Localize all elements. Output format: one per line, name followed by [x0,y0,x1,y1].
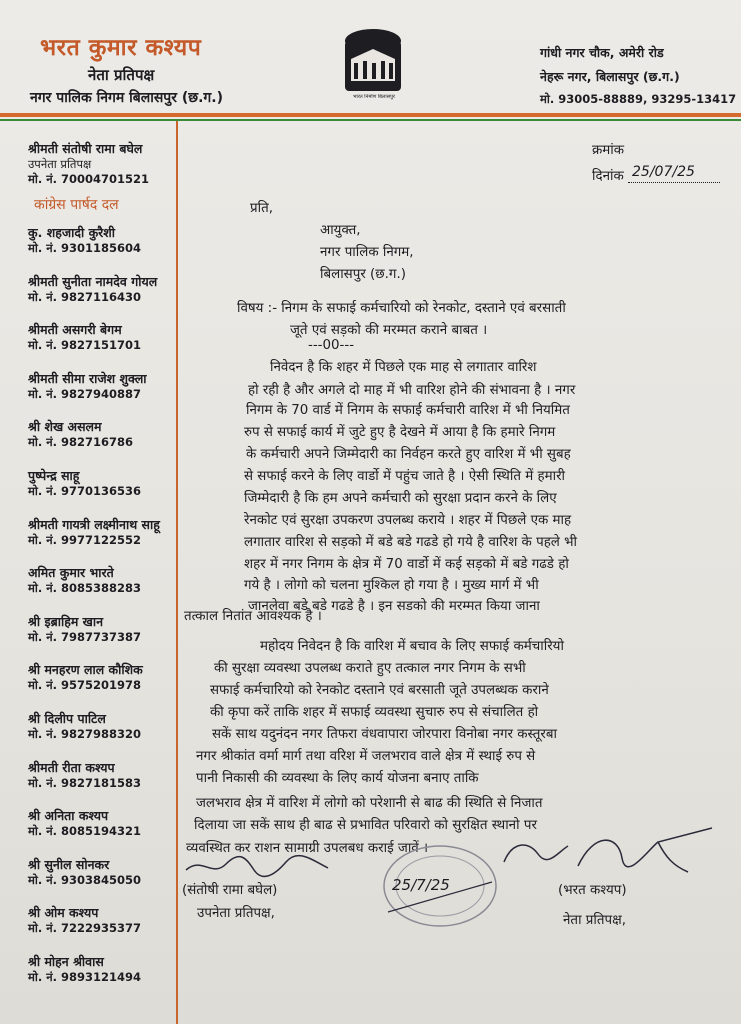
member-mobile: मो. नं. 7222935377 [28,921,141,936]
left-handwritten-signature [182,852,332,882]
date-label: दिनांक [592,169,624,184]
member-name: अमित कुमार भारते [28,565,114,581]
member-mobile: मो. नं. 9827151701 [28,338,141,353]
sidebar-divider [176,121,178,1024]
body-line: निवेदन है कि शहर में पिछले एक माह से लगातार वारिश [270,360,537,375]
member-name: श्री सुनील सोनकर [28,856,110,872]
to-label: प्रति, [250,201,273,216]
member-entry [28,418,176,467]
member-entry [28,904,176,953]
member-entry [28,759,176,808]
member-mobile: मो. नं. 9303845050 [28,872,141,887]
left-signatory-title: उपनेता प्रतिपक्ष, [197,906,275,921]
member-name: श्रीमती गायत्री लक्ष्मीनाथ साहू [28,516,160,532]
body-line: के कर्मचारी अपने जिम्मेदारी का निर्वहन करते हुए वारिश में भी सुबह [246,447,571,462]
body-line: से सफाई करने के लिए वार्डो में पहुंच जाते है । ऐसी स्थिति में हमारी [244,469,566,484]
sidebar-member-list [28,140,176,1002]
member-mobile: मो. नं. 7987737387 [28,629,141,644]
body-line: जलभराव क्षेत्र में वारिश में लोगो को परेशानी से बाढ की स्थिति से निजात [196,796,543,811]
member-name: श्री दिलीप पाटिल [28,710,106,726]
member-entry [28,856,176,905]
member-name: श्री ओम कश्यप [28,905,99,921]
party-heading: कांग्रेस पार्षद दल [34,197,119,213]
address-line-2: नेहरू नगर, बिलासपुर (छ.ग.) [540,69,680,84]
member-entries [28,224,176,1002]
member-mobile: मो. नं. 9893121494 [28,969,141,984]
body-line: जिम्मेदारी है कि हम अपने कर्मचारी को सुरक्षा प्रदान करने के लिए [244,491,557,506]
member-entry [28,564,176,613]
top-member-title: उपनेता प्रतिपक्ष [28,157,92,171]
body-line: रुप से सफाई कार्य में जुटे हुए है देखने में आया है कि हमारे निगम [244,425,556,440]
letterhead-name: भरत कुमार कश्यप [40,35,202,61]
member-mobile: मो. नं. 9827116430 [28,289,141,304]
body-line: व्यवस्थित कर राशन सामाग्री उपलबध कराई जावें । [186,841,429,856]
member-mobile: मो. नं. 9770136536 [28,483,141,498]
body-line: शहर में नगर निगम के क्षेत्र में 70 वार्डो में कई सड़को में बडे गढडे हो [244,557,569,572]
member-mobile: मो. नं. 8085388283 [28,581,141,596]
header-rule-orange [0,113,741,117]
reference-label: क्रमांक [592,143,625,158]
phone-numbers: मो. 93005-88889, 93295-13417 [540,92,737,106]
member-entry [28,224,176,273]
body-line: महोदय निवेदन है कि वारिश में बचाव के लिए सफाई कर्मचारियो [260,639,564,654]
member-mobile: मो. नं. 9977122552 [28,532,141,547]
member-mobile: मो. नं. 9575201978 [28,678,141,693]
body-line: हो रही है और अगले दो माह में भी वारिश होने की संभावना है । नगर [248,383,576,398]
member-mobile: मो. नं. 9827181583 [28,775,141,790]
member-name: श्री इब्राहिम खान [28,613,104,629]
body-line: की कृपा करें ताकि शहर में सफाई व्यवस्था सुचारु रुप से संचालित हो [210,705,539,720]
member-name: श्री मोहन श्रीवास [28,953,104,969]
member-name: श्री अनिता कश्यप [28,808,109,824]
body-line: निगम के 70 वार्ड में निगम के सफाई कर्मचारी वारिश में भी नियमित [246,403,570,418]
letterhead-role: नेता प्रतिपक्ष [88,66,155,84]
member-mobile: मो. नं. 9827988320 [28,726,141,741]
member-entry [28,710,176,759]
header-rule-green [0,119,741,121]
member-entry [28,321,176,370]
letterhead-corporation: नगर पालिक निगम बिलासपुर (छ.ग.) [30,90,223,106]
body-line: लगातार वारिश से सड़को में बडे बडे गढडे हो गये है वारिश के पहले भी [244,535,578,550]
body-line: जानलेवा बडे बडे गढडे है । इन सडको की मरम्मत किया जाना [248,599,540,614]
recipient-line-1: आयुक्त, [320,223,361,238]
member-entry [28,807,176,856]
member-entry [28,613,176,662]
member-name: श्री मनहरण लाल कौशिक [28,662,143,678]
member-entry [28,516,176,565]
body-line: सकें साथ यदुनंदन नगर तिफरा वंधवापारा जोरपारा विनोबा नगर कस्तूरबा [212,727,557,742]
address-line-1: गांधी नगर चौक, अमेरी रोड [540,45,664,60]
body-line: तत्काल नितांत आवश्यक है । [184,609,322,624]
top-member-mobile: मो. नं. 70004701521 [28,172,150,186]
member-name: कु. शहजादी कुरैशी [28,225,116,240]
body-line: पानी निकासी की व्यवस्था के लिए कार्य योजना बनाए ताकि [196,771,479,786]
body-line: की सुरक्षा व्यवस्था उपलब्ध कराते हुए तत्काल नगर निगम के सभी [214,661,526,676]
member-mobile: मो. नं. 9827940887 [28,386,141,401]
right-signatory-title: नेता प्रतिपक्ष, [563,913,626,928]
member-entry [28,273,176,322]
right-handwritten-signature [498,822,718,882]
member-mobile: मो. नं. 9301185604 [28,241,141,255]
left-signatory-name: (संतोषी रामा बघेल) [182,883,278,898]
member-entry [28,953,176,1002]
member-name: पुष्पेन्द्र साहू [28,467,80,483]
subject-divider: ---00--- [308,338,355,353]
body-line: सफाई कर्मचारियो को रेनकोट दस्ताने एवं बरसाती जूते उपलब्धक कराने [210,683,549,698]
member-name: श्री शेख असलम [28,419,102,435]
member-mobile: मो. नं. 8085194321 [28,824,141,839]
member-entry [28,467,176,516]
member-name: श्रीमती सीमा राजेश शुक्ला [28,370,147,386]
member-mobile: मो. नं. 982716786 [28,435,133,450]
member-entry [28,370,176,419]
subject-line-1: विषय :- निगम के सफाई कर्मचारियो को रेनकोट, दस्ताने एवं बरसाती [237,301,566,316]
member-name: श्रीमती रीता कश्यप [28,759,115,775]
member-entry [28,661,176,710]
logo-caption: भारत निर्माण बिलासपुर [353,94,395,100]
member-name: श्रीमती सुनीता नामदेव गोयल [28,273,158,289]
recipient-line-2: नगर पालिक निगम, [320,245,414,260]
body-line: दिलाया जा सकें साथ ही बाढ से प्रभावित परिवारो को सुरक्षित स्थानो पर [194,818,537,833]
member-name: श्रीमती असगरी बेगम [28,322,122,338]
date-value: 25/07/25 [632,164,695,180]
subject-line-2: जूते एवं सड़को की मरम्मत कराने बाबत । [290,323,488,338]
stamp-date: 25/7/25 [392,876,450,894]
right-signatory-name: (भरत कश्यप) [558,883,627,898]
body-line: गये है । लोगो को चलना मुश्किल हो गया है । मुख्य मार्ग में भी [244,578,539,593]
date-underline [628,182,720,183]
top-member-name: श्रीमती संतोषी रामा बघेल [28,141,143,156]
body-line: नगर श्रीकांत वर्मा मार्ग तथा वरिश में जलभराव वाले क्षेत्र में स्थाई रुप से [196,749,536,764]
recipient-line-3: बिलासपुर (छ.ग.) [320,267,406,282]
body-line: रेनकोट एवं सुरक्षा उपकरण उपलब्ध कराये । शहर में पिछले एक माह [244,513,572,528]
